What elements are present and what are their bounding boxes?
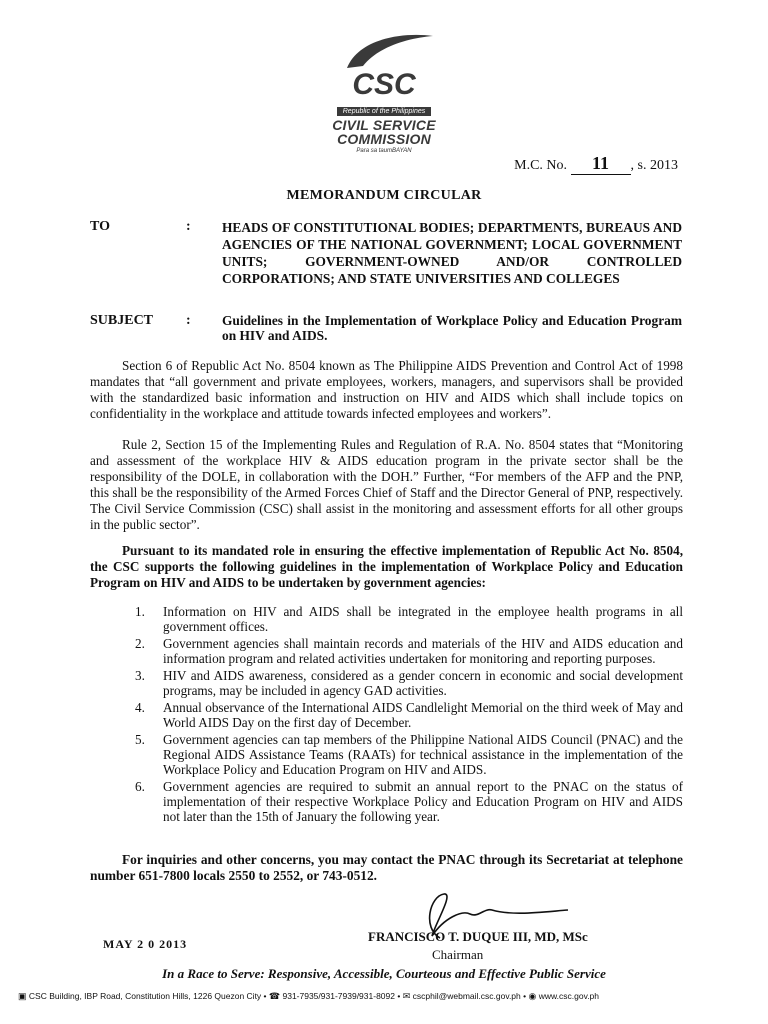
web-icon: ◉ xyxy=(528,991,537,1001)
list-item-number: 6. xyxy=(135,779,145,794)
motto: In a Race to Serve: Responsive, Accessible, Courteous and Effective Public Service xyxy=(162,966,606,981)
signatory-name: FRANCISCO T. DUQUE III, MD, MSc xyxy=(368,929,588,944)
logo-tagline: Para sa taumBAYAN xyxy=(356,148,412,154)
email-icon: ✉ xyxy=(402,991,411,1001)
list-item-text: Government agencies can tap members of the Philippine National AIDS Council (PNAC) and the Regional AIDS Assistance Teams (RAATs) for technical assistance in the implementation of the Workplace Policy and Education Program on HIV and AIDS. xyxy=(163,732,683,777)
list-item-number: 3. xyxy=(135,668,145,683)
building-icon: ▣ xyxy=(18,991,27,1001)
list-item xyxy=(135,700,683,730)
subject-text: Guidelines in the Implementation of Workplace Policy and Education Program on HIV and AIDS. xyxy=(222,313,682,343)
list-item-number: 2. xyxy=(135,636,145,651)
memo-number xyxy=(514,153,678,175)
list-item-text: Government agencies are required to submit an annual report to the PNAC on the status of implementation of their respective Workplace Policy and Education Program on HIV and AIDS not later than the 15th of January the following year. xyxy=(163,779,683,824)
logo-name-line2: COMMISSION xyxy=(337,131,431,147)
logo-name-line1: CIVIL SERVICE xyxy=(332,117,436,133)
memo-number-series: , s. 2013 xyxy=(630,158,678,173)
list-item-text: HIV and AIDS awareness, considered as a gender concern in economic and social development programs, may be included in agency GAD activities. xyxy=(163,668,683,698)
phone-icon: ☎ xyxy=(268,991,281,1001)
logo-republic-label: Republic of the Philippines xyxy=(337,107,432,116)
document-title: MEMORANDUM CIRCULAR xyxy=(286,188,482,203)
csc-logo xyxy=(0,28,768,154)
footer-email: cscphil@webmail.csc.gov.ph xyxy=(412,991,521,1001)
list-item xyxy=(135,779,683,824)
list-item-text: Government agencies shall maintain records and materials of the HIV and AIDS education and information program and related activities undertaken for monitoring and reporting purposes. xyxy=(163,636,683,666)
list-item xyxy=(135,636,683,666)
date-stamp: MAY 2 0 2013 xyxy=(103,937,188,951)
guidelines-list xyxy=(135,604,683,826)
to-recipients: HEADS OF CONSTITUTIONAL BODIES; DEPARTMENTS, BUREAUS AND AGENCIES OF THE NATIONAL GOVERNMENT; LOCAL GOVERNMENT UNITS; GOVERNMENT-OWNED AND/OR CONTROLLED CORPORATIONS; AND STATE UNIVERSITIES AND COLLEGES xyxy=(222,220,682,286)
footer: ▣ CSC Building, IBP Road, Constitution Hills, 1226 Quezon City • ☎ 931-7935/931-7939/931-8092 • ✉ cscphil@webmail.csc.gov.ph • ◉ www.csc.gov.ph xyxy=(18,991,600,1001)
list-item-number: 4. xyxy=(135,700,145,715)
footer-phone: 931-7935/931-7939/931-8092 xyxy=(282,991,395,1001)
closing-paragraph: For inquiries and other concerns, you may contact the PNAC through its Secretariat at telephone number 651-7800 locals 2550 to 2552, or 743-0512. xyxy=(90,852,683,883)
logo-acronym: CSC xyxy=(352,68,416,100)
memo-number-prefix: M.C. No. xyxy=(514,158,568,173)
subject-label: SUBJECT xyxy=(90,313,154,328)
subject-colon: : xyxy=(186,313,191,328)
list-item xyxy=(135,668,683,698)
to-colon: : xyxy=(186,219,191,234)
paragraph-1: Section 6 of Republic Act No. 8504 known as The Philippine AIDS Prevention and Control Act of 1998 mandates that “all government and private employees, workers, managers, and supervisors shall be provided with the standardized basic information and instruction on HIV and AIDS which shall include topics on confidentiality in the workplace and attitude towards infected employees and workers”. xyxy=(90,358,683,421)
paragraph-3: Pursuant to its mandated role in ensuring the effective implementation of Republic Act No. 8504, the CSC supports the following guidelines in the implementation of Workplace Policy and Education Program on HIV and AIDS to be undertaken by government agencies: xyxy=(90,543,683,590)
memo-number-value: 11 xyxy=(571,153,631,175)
list-item-text: Information on HIV and AIDS shall be integrated in the employee health programs in all government offices. xyxy=(163,604,683,634)
list-item-number: 1. xyxy=(135,604,145,619)
list-item-text: Annual observance of the International AIDS Candlelight Memorial on the third week of May and World AIDS Day on the first day of December. xyxy=(163,700,683,730)
list-item-number: 5. xyxy=(135,732,145,747)
list-item xyxy=(135,732,683,777)
signatory-title: Chairman xyxy=(432,947,484,962)
paragraph-2: Rule 2, Section 15 of the Implementing Rules and Regulation of R.A. No. 8504 states that “Monitoring and assessment of the workplace HIV & AIDS education program in the private sector shall be the responsibility of the DOLE, in collaboration with the DOH.” Further, “For members of the AFP and the PNP, this shall be the responsibility of the Armed Forces Chief of Staff and the Director General of PNP, respectively. The Civil Service Commission (CSC) shall assist in the monitoring and assessment efforts for all other groups in the public sector”. xyxy=(90,437,683,532)
csc-swoosh-emblem xyxy=(329,28,439,100)
footer-website: www.csc.gov.ph xyxy=(538,991,600,1001)
to-label: TO xyxy=(90,219,110,234)
list-item xyxy=(135,604,683,634)
footer-address: CSC Building, IBP Road, Constitution Hills, 1226 Quezon City xyxy=(28,991,262,1001)
